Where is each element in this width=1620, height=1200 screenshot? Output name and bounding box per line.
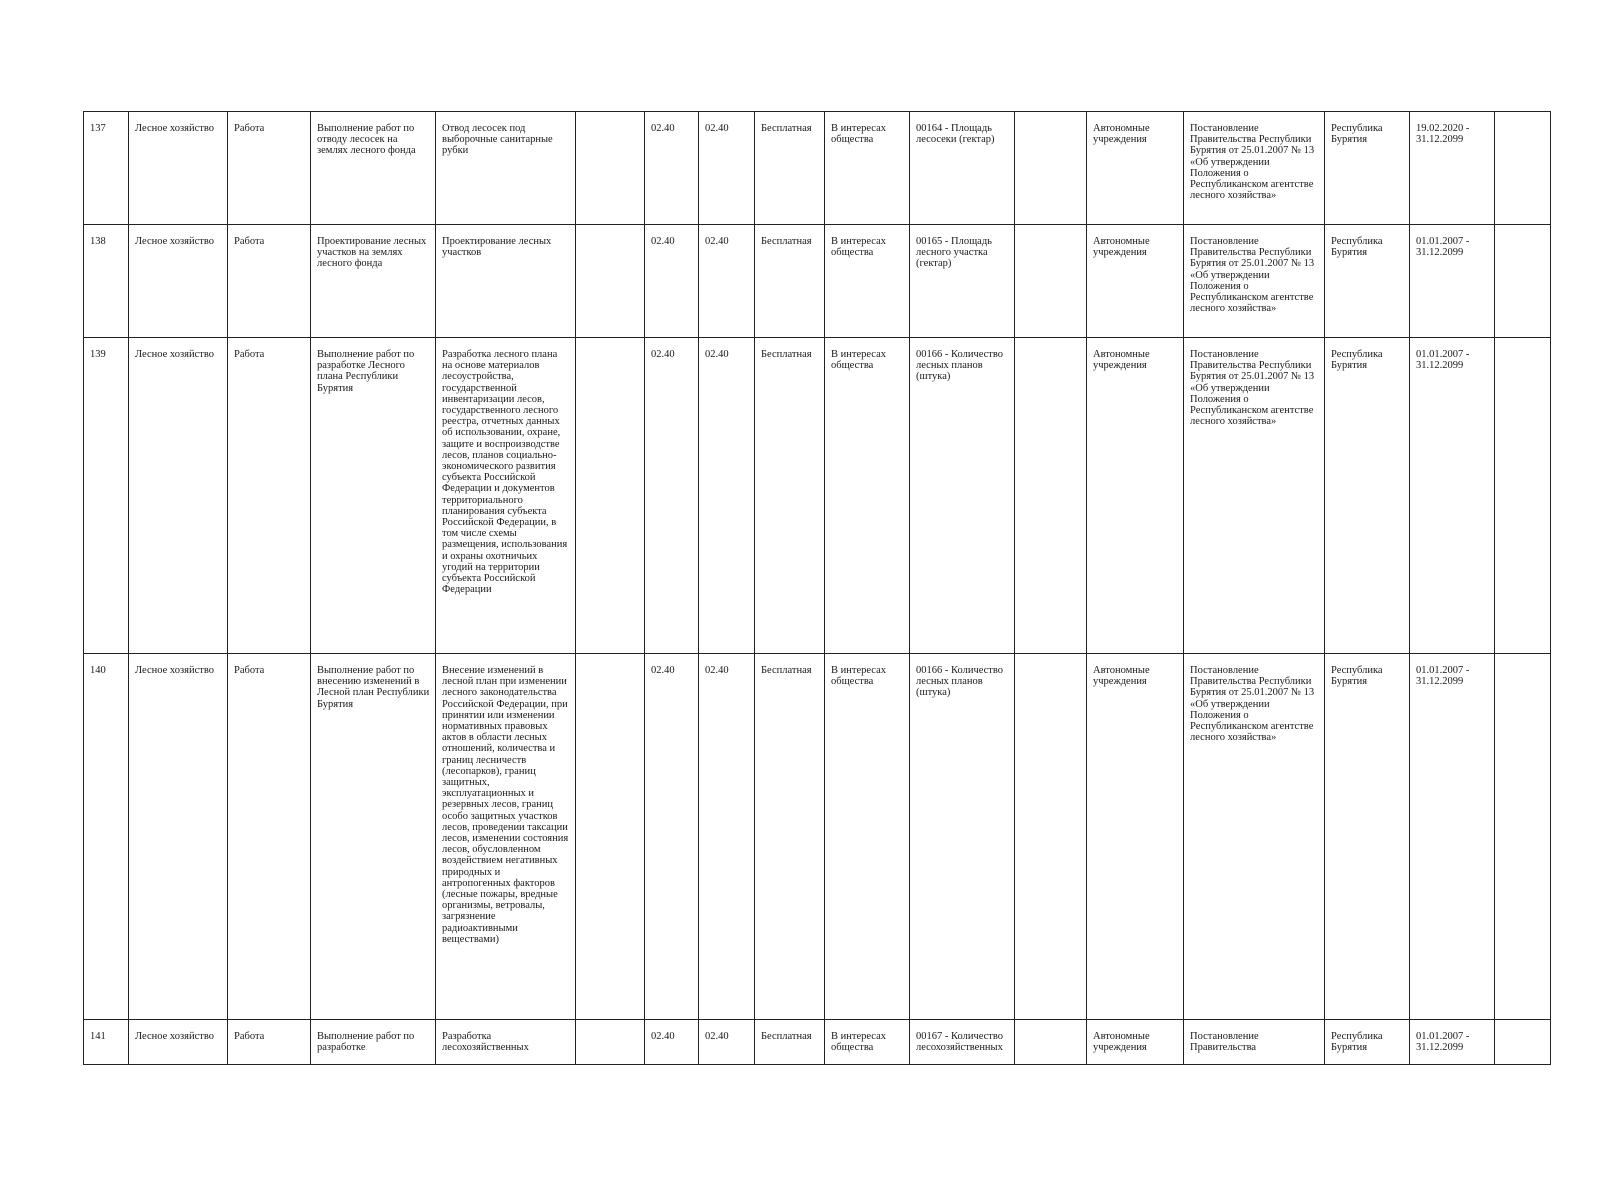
interest-cell-text: В интересах общества [831,236,886,259]
services-table [83,111,1551,1065]
period-cell [1410,338,1495,654]
indicator-cell [910,225,1015,338]
institutions-cell-text: Автономные учреждения [1093,123,1150,146]
region-cell-text: Республика Бурятия [1331,665,1383,688]
okved-code2-cell [699,112,755,225]
type-cell [228,1020,311,1065]
empty-cell [1015,1020,1087,1065]
okved-code-cell-text: 02.40 [651,236,675,247]
interest-cell-text: В интересах общества [831,665,886,688]
interest-cell [825,225,910,338]
service-content-cell [436,225,576,338]
okved-code2-cell-text: 02.40 [705,236,729,247]
regulation-cell-text: Постановление Правительства Республики Бурятия от 25.01.2007 № 13 «Об утверждении Положения о Республиканском агентстве лесного хозяйства» [1190,236,1315,315]
regulation-cell [1184,225,1325,338]
payment-cell [755,654,825,1020]
type-cell-text: Работа [234,236,265,247]
type-cell [228,225,311,338]
region-cell-text: Республика Бурятия [1331,123,1383,146]
okved-code2-cell-text: 02.40 [705,665,729,676]
institutions-cell [1087,225,1184,338]
okved-code2-cell [699,338,755,654]
period-cell-text: 01.01.2007 - 31.12.2099 [1416,665,1470,688]
service-content-cell-text: Разработка лесохозяйственных [442,1031,529,1054]
empty-cell [1495,225,1551,338]
service-name-cell-text: Выполнение работ по отводу лесосек на землях лесного фонда [317,123,416,157]
type-cell [228,338,311,654]
service-name-cell [311,654,436,1020]
institutions-cell [1087,654,1184,1020]
type-cell-text: Работа [234,665,265,676]
institutions-cell [1087,338,1184,654]
okved-code2-cell [699,1020,755,1065]
regulation-cell [1184,654,1325,1020]
type-cell-text: Работа [234,1031,265,1042]
region-cell [1325,338,1410,654]
type-cell [228,654,311,1020]
service-name-cell [311,1020,436,1065]
empty-cell [1015,654,1087,1020]
indicator-cell-text: 00166 - Количество лесных планов (штука) [916,349,1004,383]
region-cell-text: Республика Бурятия [1331,236,1383,259]
region-cell [1325,1020,1410,1065]
period-cell-text: 01.01.2007 - 31.12.2099 [1416,349,1470,372]
service-name-cell [311,338,436,654]
row-number-text: 141 [90,1031,106,1042]
interest-cell [825,1020,910,1065]
region-cell-text: Республика Бурятия [1331,349,1383,372]
indicator-cell [910,112,1015,225]
payment-cell-text: Бесплатная [761,1031,812,1042]
region-cell [1325,654,1410,1020]
row-number [84,654,129,1020]
institutions-cell [1087,112,1184,225]
regulation-cell [1184,112,1325,225]
table-row [84,112,1551,225]
empty-cell [1015,112,1087,225]
sector-cell-text: Лесное хозяйство [135,1031,214,1042]
indicator-cell-text: 00165 - Площадь лесного участка (гектар) [916,236,992,270]
interest-cell [825,654,910,1020]
empty-cell [1495,338,1551,654]
payment-cell [755,338,825,654]
row-number-text: 138 [90,236,106,247]
interest-cell-text: В интересах общества [831,1031,886,1054]
period-cell [1410,225,1495,338]
sector-cell [129,225,228,338]
service-name-cell-text: Выполнение работ по разработке [317,1031,415,1054]
okved-code-cell [645,338,699,654]
service-content-cell [436,112,576,225]
indicator-cell [910,338,1015,654]
regulation-cell-text: Постановление Правительства [1190,1031,1259,1054]
period-cell-text: 01.01.2007 - 31.12.2099 [1416,236,1470,259]
sector-cell [129,1020,228,1065]
row-number-text: 139 [90,349,106,360]
service-content-cell [436,1020,576,1065]
service-content-cell [436,338,576,654]
regulation-cell-text: Постановление Правительства Республики Бурятия от 25.01.2007 № 13 «Об утверждении Положения о Республиканском агентстве лесного хозяйства» [1190,123,1315,202]
type-cell-text: Работа [234,349,265,360]
service-name-cell-text: Выполнение работ по внесению изменений в Лесной план Республики Бурятия [317,665,430,710]
type-cell [228,112,311,225]
okved-code-cell-text: 02.40 [651,123,675,134]
sector-cell-text: Лесное хозяйство [135,236,214,247]
region-cell [1325,225,1410,338]
table-body [84,112,1551,1065]
empty-cell [576,338,645,654]
regulation-cell [1184,1020,1325,1065]
table-row [84,225,1551,338]
row-number [84,338,129,654]
institutions-cell-text: Автономные учреждения [1093,236,1150,259]
table-row [84,338,1551,654]
empty-cell [576,225,645,338]
empty-cell [576,112,645,225]
regulation-cell-text: Постановление Правительства Республики Бурятия от 25.01.2007 № 13 «Об утверждении Положения о Республиканском агентстве лесного хозяйства» [1190,665,1315,744]
payment-cell [755,1020,825,1065]
service-name-cell [311,225,436,338]
sector-cell-text: Лесное хозяйство [135,349,214,360]
payment-cell-text: Бесплатная [761,123,812,134]
okved-code2-cell [699,225,755,338]
service-content-cell-text: Проектирование лесных участков [442,236,552,259]
service-name-cell-text: Проектирование лесных участков на землях лесного фонда [317,236,427,270]
service-content-cell-text: Внесение изменений в лесной план при изменении лесного законодательства Российской Федерации, при принятии или изменении нормативных правовых актов в области лесных отношений, количества и границ лесничеств (лесопарков), границ защитных, эксплуатационных и резервных лесов, границ особо защитных участков лесов, проведении таксации лесов, изменении состояния лесов, обусловленном воздействием негативных природных и антропогенных факторов (лесные пожары, вредные организмы, ветровалы, загрязнение радиоактивными веществами) [442,665,569,945]
sector-cell-text: Лесное хозяйство [135,123,214,134]
okved-code2-cell-text: 02.40 [705,349,729,360]
empty-cell [1015,225,1087,338]
sector-cell-text: Лесное хозяйство [135,665,214,676]
row-number-text: 137 [90,123,106,134]
okved-code-cell [645,1020,699,1065]
okved-code-cell-text: 02.40 [651,1031,675,1042]
period-cell [1410,1020,1495,1065]
regulation-cell-text: Постановление Правительства Республики Бурятия от 25.01.2007 № 13 «Об утверждении Положения о Республиканском агентстве лесного хозяйства» [1190,349,1315,428]
empty-cell [576,654,645,1020]
payment-cell-text: Бесплатная [761,349,812,360]
period-cell-text: 19.02.2020 - 31.12.2099 [1416,123,1470,146]
indicator-cell-text: 00164 - Площадь лесосеки (гектар) [916,123,995,146]
empty-cell [576,1020,645,1065]
type-cell-text: Работа [234,123,265,134]
row-number [84,112,129,225]
row-number-text: 140 [90,665,106,676]
table-row [84,1020,1551,1065]
sector-cell [129,112,228,225]
period-cell [1410,654,1495,1020]
institutions-cell-text: Автономные учреждения [1093,665,1150,688]
okved-code-cell-text: 02.40 [651,349,675,360]
regulation-cell [1184,338,1325,654]
okved-code-cell-text: 02.40 [651,665,675,676]
payment-cell [755,225,825,338]
sector-cell [129,654,228,1020]
okved-code2-cell-text: 02.40 [705,123,729,134]
payment-cell-text: Бесплатная [761,236,812,247]
sector-cell [129,338,228,654]
okved-code-cell [645,112,699,225]
service-name-cell [311,112,436,225]
interest-cell-text: В интересах общества [831,123,886,146]
institutions-cell-text: Автономные учреждения [1093,349,1150,372]
okved-code2-cell [699,654,755,1020]
region-cell-text: Республика Бурятия [1331,1031,1383,1054]
empty-cell [1495,1020,1551,1065]
okved-code-cell [645,654,699,1020]
indicator-cell-text: 00167 - Количество лесохозяйственных [916,1031,1004,1054]
payment-cell [755,112,825,225]
service-content-cell-text: Разработка лесного плана на основе материалов лесоустройства, государственной инвентаризации лесов, государственного лесного реестра, отчетных данных об использовании, охране, защите и воспроизводстве лесов, планов социально-экономического развития субъекта Российской Федерации и документов территориального планирования субъекта Российской Федерации, в том числе схемы размещения, использования и охраны охотничьих угодий на территории субъекта Российской Федерации [442,349,568,596]
table-row [84,654,1551,1020]
service-name-cell-text: Выполнение работ по разработке Лесного плана Республики Бурятия [317,349,415,394]
region-cell [1325,112,1410,225]
row-number [84,225,129,338]
empty-cell [1495,112,1551,225]
empty-cell [1495,654,1551,1020]
okved-code2-cell-text: 02.40 [705,1031,729,1042]
indicator-cell-text: 00166 - Количество лесных планов (штука) [916,665,1004,699]
indicator-cell [910,654,1015,1020]
payment-cell-text: Бесплатная [761,665,812,676]
period-cell [1410,112,1495,225]
period-cell-text: 01.01.2007 - 31.12.2099 [1416,1031,1470,1054]
interest-cell-text: В интересах общества [831,349,886,372]
interest-cell [825,112,910,225]
row-number [84,1020,129,1065]
service-content-cell-text: Отвод лесосек под выборочные санитарные рубки [442,123,553,157]
institutions-cell-text: Автономные учреждения [1093,1031,1150,1054]
interest-cell [825,338,910,654]
empty-cell [1015,338,1087,654]
institutions-cell [1087,1020,1184,1065]
indicator-cell [910,1020,1015,1065]
service-content-cell [436,654,576,1020]
okved-code-cell [645,225,699,338]
